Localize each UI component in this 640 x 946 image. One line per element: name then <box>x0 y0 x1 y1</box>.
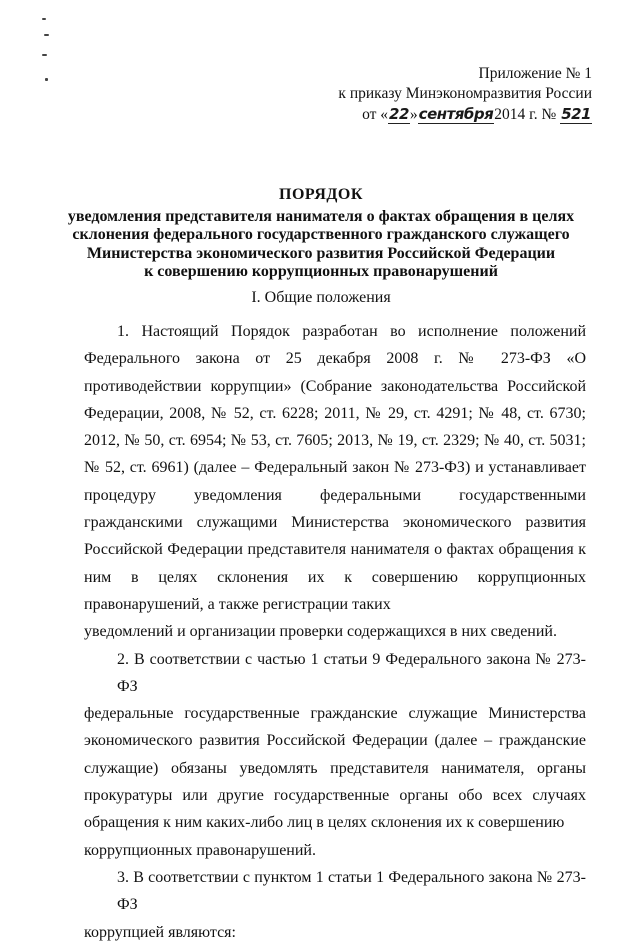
date-mid: » <box>409 106 418 123</box>
scan-margin-marks <box>36 18 56 88</box>
title-line: уведомления представителя нанимателя о фактах обращения в целях <box>67 207 575 225</box>
paragraph-first-line: 2. В соответствии с частью 1 статьи 9 Федерального закона № 273-ФЗ <box>117 650 586 695</box>
paragraph-last-line: уведомлений и организации проверки содержащихся в них сведений. <box>84 623 557 641</box>
paragraph-1 <box>84 318 586 646</box>
paragraph-last-line: коррупционных правонарушений. <box>84 841 316 859</box>
paragraph-text: Федерального закона от 25 декабря 2008 г. № 273-ФЗ «О противодействии коррупции» (Собрание законодательства Российской Федерации, 2008, № 52, ст. 6228; 2011, № 29, ст. 4291; № 48, ст. 6730; 2012, № 50, ст. 6954; № 53, ст. 7605; 2013, № 19, ст. 2329; № 40, ст. 5031; № 52, ст. 6961) (далее – Федеральный закон № 273-ФЗ) и устанавливает процедуру уведомления федеральными государственными гражданскими служащими Министерства экономического развития Российской Федерации представителя нанимателя о фактах обращения к ним в целях склонения их к совершению коррупционных правонарушений, а также регистрации таких <box>84 350 586 613</box>
scan-mark <box>42 54 47 56</box>
title-line: к совершению коррупционных правонарушений <box>144 263 498 280</box>
paragraph-2 <box>84 646 586 864</box>
scan-mark <box>42 18 46 20</box>
date-year: 2014 г. № <box>494 106 561 123</box>
appendix-header <box>310 64 592 125</box>
appendix-order-reference: к приказу Минэкономразвития России <box>338 85 592 102</box>
title-heading: ПОРЯДОК <box>279 186 363 203</box>
appendix-date-line <box>310 104 592 125</box>
scan-mark <box>44 34 49 36</box>
section-heading: I. Общие положения <box>251 289 391 306</box>
handwritten-month: сентября <box>418 105 494 123</box>
title-line: склонения федерального государственного гражданского служащего <box>72 226 570 243</box>
title-line: Министерства экономического развития Российской Федерации <box>86 244 556 262</box>
paragraph-first-line: 3. В соответствии с пунктом 1 статьи 1 Федерального закона № 273-ФЗ <box>117 868 586 914</box>
document-body <box>84 318 586 946</box>
scan-mark <box>45 78 48 81</box>
paragraph-text: федеральные государственные гражданские служащие Министерства экономического развития Российской Федерации (далее – гражданские служащие) обязаны уведомлять представителя нанимателя, органы прокуратуры или другие государственные органы обо всех случаях обращения к ним каких-либо лиц в целях склонения их к совершению <box>84 705 586 832</box>
appendix-number: Приложение № 1 <box>478 65 592 82</box>
paragraph-last-line: коррупцией являются: <box>84 923 236 941</box>
paragraph-first-line: 1. Настоящий Порядок разработан во исполнение положений <box>117 323 586 340</box>
handwritten-day: 22 <box>389 105 409 123</box>
handwritten-order-number: 521 <box>561 105 591 123</box>
date-prefix: от « <box>362 106 389 123</box>
document-title <box>60 186 582 282</box>
